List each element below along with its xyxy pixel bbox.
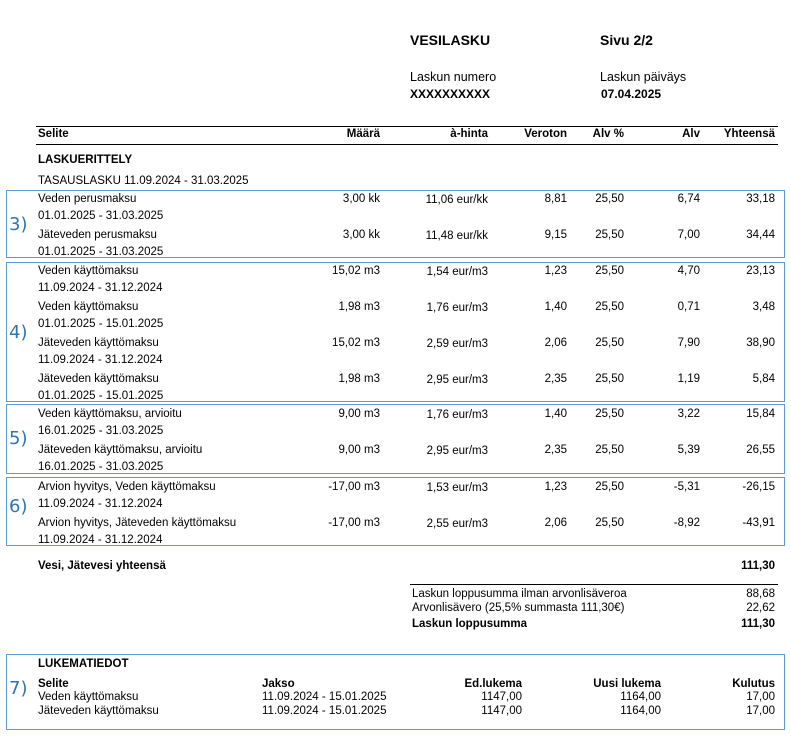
- row-vat-pct: 25,50: [595, 229, 624, 241]
- subtotal-label: Vesi, Jätevesi yhteensä: [38, 560, 166, 572]
- meter-col-prev: Ed.lukema: [464, 678, 522, 690]
- table-row: [0, 517, 791, 553]
- row-unit-price: 11,06 eur/kk: [425, 194, 488, 206]
- invoice-date-label: Laskun päiväys: [600, 70, 687, 84]
- row-vat-pct: 25,50: [595, 517, 624, 529]
- row-total: -26,15: [742, 481, 775, 493]
- row-period: 11.09.2024 - 31.12.2024: [38, 498, 163, 510]
- row-vat: 7,90: [677, 337, 700, 349]
- row-vat-pct: 25,50: [595, 408, 624, 420]
- invoice-date: 07.04.2025: [601, 87, 662, 101]
- row-qty: -17,00 m3: [328, 517, 380, 529]
- marker-5: 5): [9, 428, 28, 449]
- row-desc: Veden perusmaksu: [38, 193, 137, 205]
- meter-col-period: Jakso: [262, 678, 295, 690]
- row-unit-price: 1,76 eur/m3: [426, 409, 488, 421]
- row-total: 5,84: [752, 373, 775, 385]
- row-qty: 1,98 m3: [338, 373, 380, 385]
- table-row: [0, 337, 791, 373]
- meter-row-prev: 1147,00: [481, 691, 522, 703]
- row-qty: 15,02 m3: [332, 265, 380, 277]
- row-net: 1,23: [544, 265, 567, 277]
- row-unit-price: 2,95 eur/m3: [426, 445, 488, 457]
- table-row: [0, 301, 791, 337]
- row-period: 16.01.2025 - 31.03.2025: [38, 461, 164, 473]
- row-desc: Arvion hyvitys, Veden käyttömaksu: [38, 481, 216, 493]
- meter-row-desc: Jäteveden käyttömaksu: [38, 705, 159, 717]
- row-total: 34,44: [746, 229, 775, 241]
- invoice-number-label: Laskun numero: [410, 70, 497, 84]
- table-row: [0, 481, 791, 517]
- row-period: 01.01.2025 - 15.01.2025: [38, 390, 164, 402]
- row-qty: 9,00 m3: [338, 444, 380, 456]
- row-vat-pct: 25,50: [595, 337, 624, 349]
- row-total: 33,18: [746, 193, 775, 205]
- row-vat: 4,70: [677, 265, 700, 277]
- row-total: 38,90: [746, 337, 775, 349]
- row-period: 01.01.2025 - 15.01.2025: [38, 318, 164, 330]
- row-net: 1,40: [544, 301, 567, 313]
- row-vat: -8,92: [673, 517, 700, 529]
- table-row: [0, 373, 791, 409]
- col-price: à-hinta: [450, 128, 488, 140]
- invoice-number: XXXXXXXXXX: [410, 87, 491, 101]
- table-row: [0, 193, 791, 229]
- summary-vat-value: 22,62: [746, 602, 775, 614]
- meter-col-usage: Kulutus: [732, 678, 775, 690]
- row-vat: 7,00: [677, 229, 700, 241]
- row-net: 8,81: [544, 193, 567, 205]
- meter-row-period: 11.09.2024 - 15.01.2025: [262, 705, 387, 717]
- col-total: Yhteensä: [723, 128, 775, 140]
- table-row: [0, 408, 791, 444]
- row-total: 3,48: [752, 301, 775, 313]
- row-period: 11.09.2024 - 31.12.2024: [38, 282, 163, 294]
- table-row: [0, 229, 791, 265]
- row-total: 15,84: [746, 408, 775, 420]
- row-vat: 3,22: [677, 408, 700, 420]
- page-number: Sivu 2/2: [600, 32, 653, 48]
- row-total: 26,55: [746, 444, 775, 456]
- col-net: Veroton: [524, 128, 567, 140]
- row-desc: Veden käyttömaksu: [38, 301, 139, 313]
- row-total: 23,13: [746, 265, 775, 277]
- row-qty: -17,00 m3: [328, 481, 380, 493]
- row-unit-price: 1,53 eur/m3: [426, 482, 488, 494]
- row-qty: 1,98 m3: [338, 301, 380, 313]
- table-row: [0, 265, 791, 301]
- row-vat: 1,19: [677, 373, 700, 385]
- row-vat-pct: 25,50: [595, 444, 624, 456]
- header-top-rule: [36, 126, 778, 127]
- row-period: 01.01.2025 - 31.03.2025: [38, 210, 164, 222]
- row-desc: Arvion hyvitys, Jäteveden käyttömaksu: [38, 517, 237, 529]
- row-net: 1,23: [544, 481, 567, 493]
- col-vat: Alv: [682, 128, 700, 140]
- row-unit-price: 1,54 eur/m3: [426, 266, 488, 278]
- row-unit-price: 2,95 eur/m3: [426, 374, 488, 386]
- header-bottom-rule: [36, 144, 778, 145]
- row-vat: 0,71: [677, 301, 700, 313]
- table-row: [0, 444, 791, 480]
- row-vat: 6,74: [677, 193, 700, 205]
- row-vat-pct: 25,50: [595, 301, 624, 313]
- row-desc: Veden käyttömaksu, arvioitu: [38, 408, 182, 420]
- summary-total-value: 111,30: [741, 618, 775, 630]
- meter-row-usage: 17,00: [746, 705, 775, 717]
- row-qty: 3,00 kk: [342, 229, 380, 241]
- row-vat-pct: 25,50: [595, 373, 624, 385]
- summary-total-label: Laskun loppusumma: [412, 618, 528, 630]
- row-desc: Veden käyttömaksu: [38, 265, 139, 277]
- summary-vat-label: Arvonlisävero (25,5% summasta 111,30€): [412, 602, 625, 614]
- summary-net-label: Laskun loppusumma ilman arvonlisäveroa: [412, 588, 627, 600]
- row-desc: Jäteveden perusmaksu: [38, 229, 157, 241]
- meter-title: LUKEMATIEDOT: [38, 658, 129, 670]
- row-net: 1,40: [544, 408, 567, 420]
- meter-row-usage: 17,00: [746, 691, 775, 703]
- row-vat-pct: 25,50: [595, 193, 624, 205]
- meter-row-desc: Veden käyttömaksu: [38, 691, 139, 703]
- section-title: LASKUERITTELY: [38, 154, 133, 166]
- settlement-period: TASAUSLASKU 11.09.2024 - 31.03.2025: [38, 175, 249, 187]
- col-vat-pct: Alv %: [592, 128, 624, 140]
- meter-row-new: 1164,00: [620, 705, 661, 717]
- meter-row-period: 11.09.2024 - 15.01.2025: [262, 691, 387, 703]
- invoice-title: VESILASKU: [410, 32, 491, 48]
- row-unit-price: 11,48 eur/kk: [425, 230, 488, 242]
- row-desc: Jäteveden käyttömaksu: [38, 373, 159, 385]
- subtotal-value: 111,30: [741, 560, 775, 572]
- row-net: 2,35: [544, 444, 567, 456]
- row-qty: 15,02 m3: [332, 337, 380, 349]
- col-desc: Selite: [38, 128, 69, 140]
- row-vat: 5,39: [677, 444, 700, 456]
- marker-7: 7): [9, 678, 28, 699]
- marker-3: 3): [9, 214, 28, 235]
- row-unit-price: 2,55 eur/m3: [426, 518, 488, 530]
- row-qty: 3,00 kk: [342, 193, 380, 205]
- meter-row-new: 1164,00: [620, 691, 661, 703]
- marker-4: 4): [9, 322, 28, 343]
- summary-net-value: 88,68: [746, 588, 775, 600]
- row-vat-pct: 25,50: [595, 481, 624, 493]
- row-vat: -5,31: [673, 481, 700, 493]
- row-qty: 9,00 m3: [338, 408, 380, 420]
- row-unit-price: 1,76 eur/m3: [426, 302, 488, 314]
- row-net: 2,06: [544, 337, 567, 349]
- marker-6: 6): [9, 496, 28, 517]
- row-period: 16.01.2025 - 31.03.2025: [38, 425, 164, 437]
- row-unit-price: 2,59 eur/m3: [426, 338, 488, 350]
- row-net: 2,06: [544, 517, 567, 529]
- row-period: 11.09.2024 - 31.12.2024: [38, 354, 163, 366]
- meter-col-desc: Selite: [38, 678, 69, 690]
- row-period: 11.09.2024 - 31.12.2024: [38, 534, 163, 546]
- meter-col-new: Uusi lukema: [593, 678, 661, 690]
- summary-rule: [410, 584, 778, 585]
- meter-row-prev: 1147,00: [481, 705, 522, 717]
- row-period: 01.01.2025 - 31.03.2025: [38, 246, 164, 258]
- row-vat-pct: 25,50: [595, 265, 624, 277]
- row-net: 2,35: [544, 373, 567, 385]
- col-qty: Määrä: [346, 128, 380, 140]
- row-desc: Jäteveden käyttömaksu, arvioitu: [38, 444, 203, 456]
- row-desc: Jäteveden käyttömaksu: [38, 337, 159, 349]
- row-total: -43,91: [742, 517, 775, 529]
- row-net: 9,15: [544, 229, 567, 241]
